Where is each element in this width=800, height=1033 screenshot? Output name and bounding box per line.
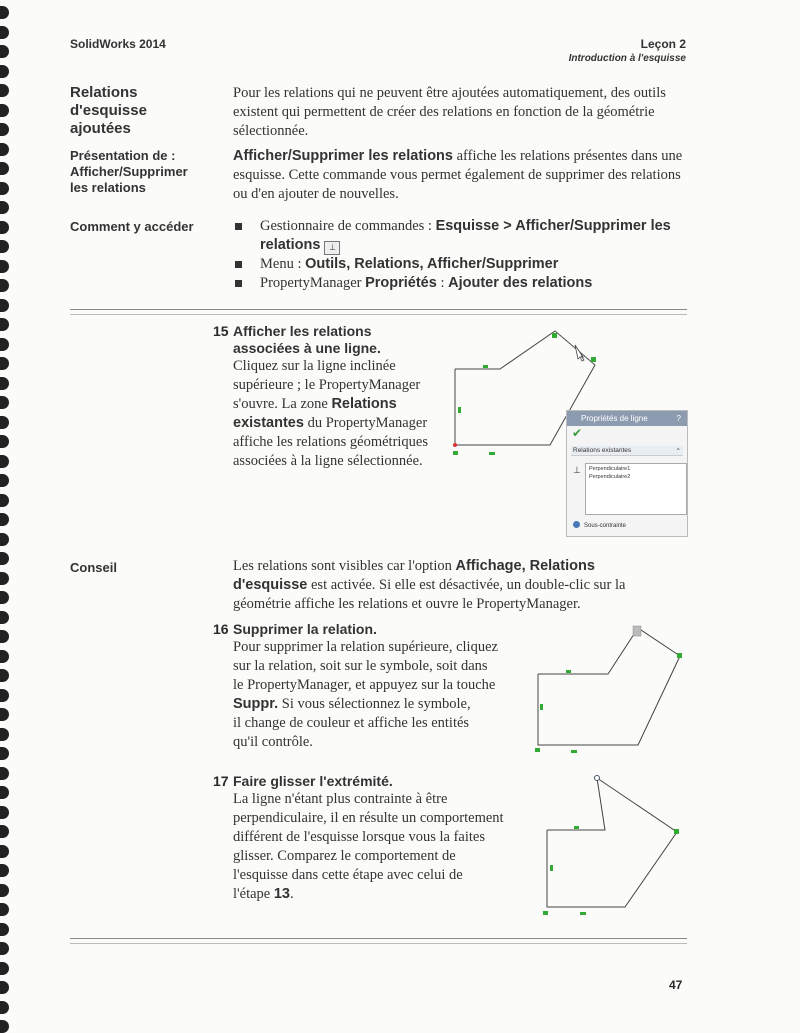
collapse-icon[interactable]: ⌃	[675, 448, 681, 455]
lesson-header	[569, 37, 686, 64]
text-line: Cliquez sur la ligne inclinée	[233, 358, 396, 374]
binding-ring	[0, 494, 9, 507]
binding-ring	[0, 669, 9, 682]
binding-ring	[0, 1001, 9, 1014]
binding-ring	[0, 104, 9, 117]
relation-marker[interactable]	[535, 748, 540, 752]
binding-ring	[0, 65, 9, 78]
text-line: l'étape 13.	[233, 886, 294, 902]
bold-term: d'esquisse	[233, 577, 308, 593]
binding-ring	[0, 201, 9, 214]
access-item: Menu : Outils, Relations, Afficher/Supprimer	[233, 255, 693, 274]
step-17	[233, 773, 533, 904]
binding-ring	[0, 513, 9, 526]
relation-marker[interactable]	[571, 750, 577, 753]
text-line: il change de couleur et affiche les entités	[233, 715, 470, 731]
access-label: Comment y accéder	[70, 219, 194, 234]
step-16	[233, 621, 533, 752]
binding-ring	[0, 357, 9, 370]
text-line: affiche les relations géométriques	[233, 434, 429, 450]
sketch-figure-17	[535, 770, 690, 920]
binding-ring	[0, 162, 9, 175]
binding-ring	[0, 143, 9, 156]
help-icon[interactable]: ?	[676, 414, 681, 423]
binding-ring	[0, 416, 9, 429]
relation-marker[interactable]	[591, 357, 596, 362]
binding-ring	[0, 884, 9, 897]
text-line: Les relations sont visibles car l'option Affichage, Relations	[233, 558, 595, 574]
existing-relations-header[interactable]: Relations existantes ⌃	[573, 447, 681, 455]
binding-ring	[0, 396, 9, 409]
binding-ring	[0, 650, 9, 663]
book-title: SolidWorks 2014	[70, 37, 166, 51]
text-line: sur la relation, soit sur le symbole, soit dans	[233, 658, 488, 674]
divider	[70, 938, 687, 944]
relations-list[interactable]	[585, 463, 687, 515]
text-line: le PropertyManager, et appuyez sur la touche	[233, 677, 496, 693]
binding-ring	[0, 6, 9, 19]
access-item: PropertyManager Propriétés : Ajouter des relations	[233, 274, 693, 293]
display-delete-relations-icon: ⊥	[324, 241, 340, 255]
binding-ring	[0, 474, 9, 487]
step-number: 17	[213, 773, 229, 789]
binding-ring	[0, 182, 9, 195]
text-line: s'ouvre. La zone Relations	[233, 396, 397, 412]
binding-ring	[0, 591, 9, 604]
relation-marker[interactable]	[458, 407, 461, 413]
text-line: d'esquisse est activée. Si elle est désactivée, un double-clic sur la	[233, 577, 626, 593]
status-indicator: Sous-contrainte	[573, 521, 626, 529]
binding-ring	[0, 240, 9, 253]
text-line: glisser. Comparez le comportement de	[233, 848, 456, 864]
relation-marker[interactable]	[552, 333, 557, 338]
bold-term: Suppr.	[233, 696, 279, 712]
relation-marker[interactable]	[574, 826, 579, 829]
binding-ring	[0, 630, 9, 643]
binding-ring	[0, 923, 9, 936]
text-line: géométrie affiche les relations et ouvre le PropertyManager.	[233, 596, 581, 612]
binding-ring	[0, 767, 9, 780]
binding-ring	[0, 123, 9, 136]
relation-marker[interactable]	[566, 670, 571, 673]
bold-term: existantes	[233, 415, 304, 431]
ok-check-icon[interactable]: ✔	[572, 426, 583, 440]
step-number: 15	[213, 323, 229, 339]
text-line: supérieure ; le PropertyManager	[233, 377, 421, 393]
binding-ring	[0, 455, 9, 468]
relation-marker[interactable]	[550, 865, 553, 871]
step-title: Afficher les relations	[233, 323, 372, 339]
property-manager	[566, 410, 688, 537]
lesson-number: Leçon 2	[640, 37, 686, 51]
relation-marker[interactable]	[483, 365, 488, 368]
relation-marker[interactable]	[580, 912, 586, 915]
text-line: Suppr. Si vous sélectionnez le symbole,	[233, 696, 471, 712]
text-line: Pour supprimer la relation supérieure, cliquez	[233, 639, 498, 655]
binding-ring	[0, 45, 9, 58]
binding-ring	[0, 1020, 9, 1033]
binding-ring	[0, 708, 9, 721]
step-15	[233, 323, 463, 471]
divider	[70, 309, 687, 315]
access-list	[233, 217, 693, 293]
step-title: Faire glisser l'extrémité.	[233, 773, 393, 789]
section-title: Relations d'esquisse ajoutées	[70, 84, 147, 137]
binding-ring	[0, 572, 9, 585]
binding-ring	[0, 260, 9, 273]
section-intro: Pour les relations qui ne peuvent être ajoutées automatiquement, des outils existent qui permettent de créer des relations en fonction de la géométrie sélectionnée.	[233, 85, 666, 139]
relation-marker[interactable]	[453, 451, 458, 455]
step-title: Supprimer la relation.	[233, 621, 377, 637]
binding-ring	[0, 728, 9, 741]
relation-marker[interactable]	[674, 829, 679, 834]
binding-ring	[0, 221, 9, 234]
relation-item[interactable]: Perpendiculaire1	[589, 466, 631, 472]
binding-ring	[0, 689, 9, 702]
text-line: associées à la ligne sélectionnée.	[233, 453, 423, 469]
binding-ring	[0, 981, 9, 994]
binding-ring	[0, 806, 9, 819]
text-line: La ligne n'étant plus contrainte à être	[233, 791, 448, 807]
info-icon	[573, 521, 580, 528]
binding-ring	[0, 942, 9, 955]
binding-ring	[0, 533, 9, 546]
text-line: différent de l'esquisse lorsque vous la faites	[233, 829, 486, 845]
access-item: Gestionnaire de commandes : Esquisse > Afficher/Supprimer les relations ⊥	[233, 217, 693, 255]
presentation-label: Présentation de : Afficher/Supprimer les relations	[70, 148, 188, 195]
binding-ring	[0, 338, 9, 351]
bold-term: 13	[273, 886, 290, 902]
tip-label: Conseil	[70, 560, 117, 575]
relation-marker[interactable]	[543, 911, 548, 915]
binding-ring	[0, 903, 9, 916]
text-line: qu'il contrôle.	[233, 734, 313, 750]
spiral-binding	[0, 0, 12, 1030]
property-manager-title: Propriétés de ligne ?	[567, 411, 687, 426]
binding-ring	[0, 845, 9, 858]
text-line: l'esquisse dans cette étape avec celui de	[233, 867, 463, 883]
binding-ring	[0, 84, 9, 97]
page-number: 47	[669, 978, 683, 992]
relation-marker[interactable]	[633, 626, 641, 636]
presentation-text: Afficher/Supprimer les relations affiche les relations présentes dans une esquisse. Cette commande vous permet également de supprimer des relations ou d'en ajouter de nouvelles.	[233, 148, 683, 202]
binding-ring	[0, 747, 9, 760]
binding-ring	[0, 611, 9, 624]
binding-ring	[0, 786, 9, 799]
binding-ring	[0, 864, 9, 877]
relation-marker[interactable]	[489, 452, 495, 455]
bold-term: Relations	[331, 396, 397, 412]
binding-ring	[0, 825, 9, 838]
perpendicular-icon: ⊥	[573, 465, 581, 475]
binding-ring	[0, 962, 9, 975]
tip-text	[233, 557, 688, 614]
relation-marker[interactable]	[540, 704, 543, 710]
binding-ring	[0, 435, 9, 448]
binding-ring	[0, 552, 9, 565]
binding-ring	[0, 26, 9, 39]
step-title: associées à une ligne.	[233, 340, 381, 356]
step-number: 16	[213, 621, 229, 637]
binding-ring	[0, 318, 9, 331]
lesson-subtitle: Introduction à l'esquisse	[568, 53, 686, 64]
sketch-figure-16	[530, 620, 690, 760]
binding-ring	[0, 279, 9, 292]
text-line: perpendiculaire, il en résulte un comportement	[233, 810, 504, 826]
text-line: existantes du PropertyManager	[233, 415, 428, 431]
relation-marker[interactable]	[677, 653, 682, 658]
binding-ring	[0, 377, 9, 390]
relation-item[interactable]: Perpendiculaire2	[589, 474, 631, 480]
cursor-icon	[575, 345, 584, 361]
bold-term: Affichage, Relations	[455, 558, 595, 574]
binding-ring	[0, 299, 9, 312]
